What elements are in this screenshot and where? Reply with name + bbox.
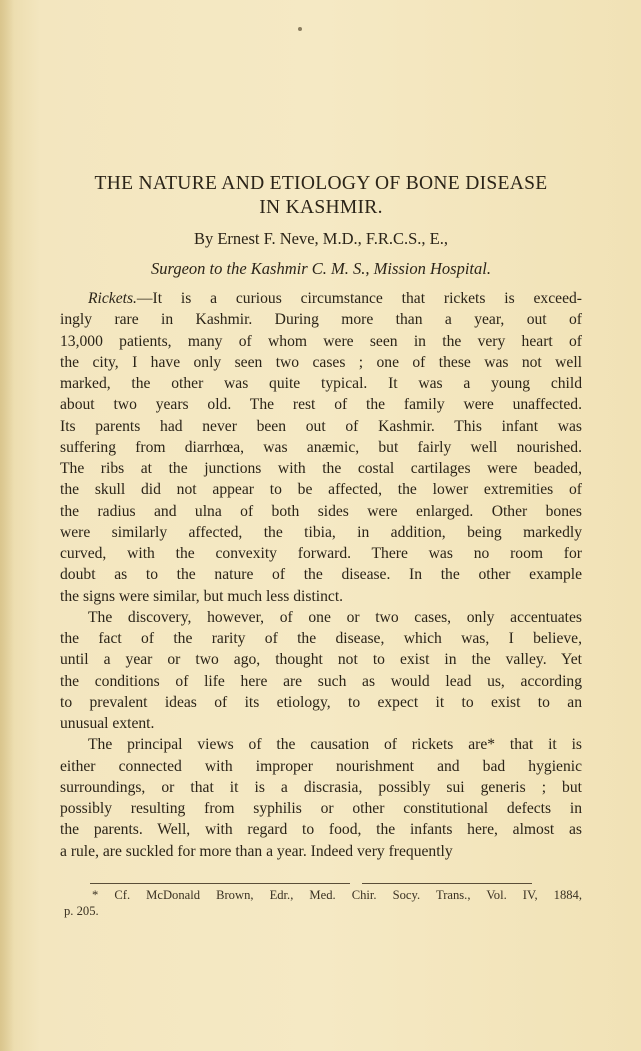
text-line-content: * Cf. McDonald Brown, Edr., Med. Chir. Socy. Trans., Vol. IV, 1884,: [92, 888, 582, 902]
text-line: [60, 394, 582, 415]
article-title: [60, 172, 582, 220]
text-line: [60, 373, 582, 394]
text-line: [60, 607, 582, 628]
text-line-content: until a year or two ago, thought not to exist in the valley. Yet: [60, 651, 582, 669]
text-line-content: 13,000 patients, many of whom were seen in the very heart of: [60, 332, 582, 350]
text-line: [60, 671, 582, 692]
page-binding-shadow: [0, 0, 14, 1051]
page-speck: [298, 27, 302, 31]
article-body: [60, 288, 582, 862]
text-line: [60, 331, 582, 352]
author-affiliation: Surgeon to the Kashmir C. M. S., Mission Hospital.: [151, 259, 491, 278]
text-line: [60, 352, 582, 373]
text-line-content: the signs were similar, but much less distinct.: [60, 587, 344, 605]
text-line-content: the city, I have only seen two cases ; one of these was not well: [60, 353, 582, 371]
text-line: [60, 543, 582, 564]
text-line-content: a rule, are suckled for more than a year. Indeed very frequently: [60, 842, 453, 860]
paragraph-rickets: [60, 288, 582, 607]
text-line-content: the fact of the rarity of the disease, which was, I believe,: [60, 630, 582, 647]
text-line: [60, 522, 582, 543]
author-byline: By Ernest F. Neve, M.D., F.R.C.S., E.,: [193, 229, 449, 248]
text-line: [60, 501, 582, 522]
text-line: [64, 903, 582, 919]
text-line: [60, 649, 582, 670]
text-line: [60, 564, 582, 585]
text-line: [60, 458, 582, 479]
text-line: [60, 756, 582, 777]
text-line-content: possibly resulting from syphilis or other constitutional defects in: [60, 800, 582, 817]
text-line-content: the parents. Well, with regard to food, the infants here, almost as: [60, 821, 582, 839]
title-line-1: THE NATURE AND ETIOLOGY OF BONE DISEASE: [94, 173, 548, 194]
text-line: [60, 479, 582, 500]
footnote: [64, 887, 582, 919]
text-line: [60, 713, 582, 734]
text-line-content: to prevalent ideas of its etiology, to expect it to exist to an: [60, 693, 582, 711]
title-line-2: IN KASHMIR.: [259, 197, 383, 218]
section-runin-heading: Rickets.: [88, 290, 137, 307]
text-line-content: the conditions of life here are such as would lead us, according: [60, 672, 582, 690]
paragraph-causation: [60, 734, 582, 862]
text-line-content: unusual extent.: [60, 715, 155, 732]
text-line-content: The discovery, however, of one or two cases, only accentuates: [88, 608, 582, 626]
text-line-content: surroundings, or that it is a discrasia, possibly sui generis ; but: [60, 778, 582, 796]
text-line: [60, 841, 582, 862]
text-line-content: p. 205.: [64, 904, 99, 918]
text-line: [60, 819, 582, 840]
text-line-content: Its parents had never been out of Kashmir. This infant was: [60, 417, 582, 435]
text-line: [60, 309, 582, 330]
text-line-content: —It is a curious circumstance that rickets is exceed-: [136, 290, 582, 307]
text-line: [60, 416, 582, 437]
text-line: [60, 734, 582, 755]
text-line: [60, 288, 582, 309]
text-line-content: ingly rare in Kashmir. During more than a year, out of: [60, 311, 582, 329]
text-line: [60, 777, 582, 798]
text-line: [60, 437, 582, 458]
footnote-rule: [90, 883, 350, 884]
text-line: [64, 887, 582, 903]
text-line-content: about two years old. The rest of the family were unaffected.: [60, 396, 582, 414]
text-line-content: suffering from diarrhœa, was anæmic, but fairly well nourished.: [60, 438, 582, 456]
text-line-content: marked, the other was quite typical. It was a young child: [60, 375, 582, 392]
text-line-content: the radius and ulna of both sides were enlarged. Other bones: [60, 502, 582, 520]
text-line-content: curved, with the convexity forward. There was no room for: [60, 545, 582, 562]
text-line-content: The ribs at the junctions with the costal cartilages were beaded,: [60, 460, 582, 477]
text-line: [60, 798, 582, 819]
text-line-content: the skull did not appear to be affected, the lower extremities of: [60, 481, 582, 499]
text-line: [60, 692, 582, 713]
text-line-content: were similarly affected, the tibia, in addition, being markedly: [60, 523, 582, 541]
text-line: [60, 628, 582, 649]
paragraph-discovery: [60, 607, 582, 735]
text-line-content: either connected with improper nourishment and bad hygienic: [60, 757, 582, 775]
text-line-content: The principal views of the causation of rickets are* that it is: [88, 736, 582, 754]
text-line-content: doubt as to the nature of the disease. In the other example: [60, 566, 582, 584]
text-line: [60, 586, 582, 607]
footnote-rule-right: [362, 883, 532, 884]
article: [60, 172, 582, 862]
